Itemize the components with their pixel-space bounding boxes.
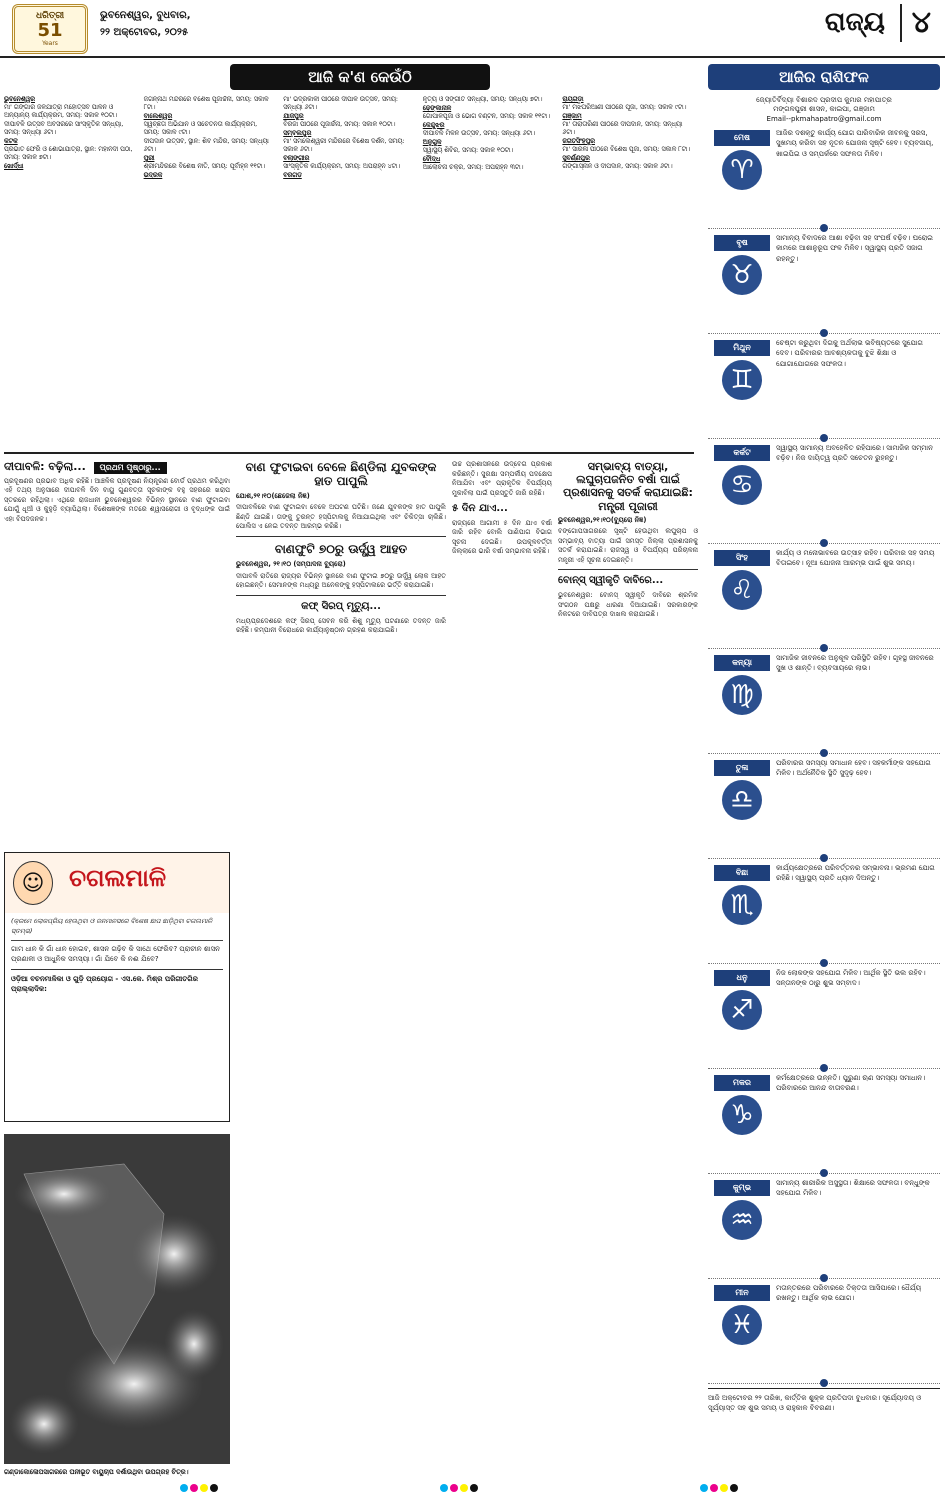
rashi-entry xyxy=(708,859,940,964)
event-item: ପ୍ରଭାତ ଫେରି ଓ ଶୋଭାଯାତ୍ରା, ସ୍ଥାନ: ମହାନଦୀ ପଠା, ସମୟ: ସକାଳ ୭ଟା। xyxy=(4,146,133,162)
event-item: ଗୋପାଳପୂଜା ଓ ଭୋଗ ବଣ୍ଟନ, ସମୟ: ସକାଳ ୧୧ଟା। xyxy=(422,113,550,121)
article-2c-headline: କଫ୍ ସିରପ୍ ମୃତ୍ୟୁ... xyxy=(301,601,381,612)
rashi-text: ସ୍ୱାସ୍ଥ୍ୟ ସାମାନ୍ୟ ଅବହେଳିତ ରହିପାରେ। ସାମାଜିକ ସମ୍ମାନ ବଢ଼ିବ। ନିଜ ଦାୟିତ୍ୱ ପ୍ରତି ସଚେତନ ରୁହନ୍ତୁ। xyxy=(776,444,933,463)
event-item: ଦୀପାବଳି ମିଳନ ଉତ୍ସବ, ସମୟ: ସନ୍ଧ୍ୟା ୬ଟା। xyxy=(422,130,536,138)
zodiac-icon: ♈ xyxy=(722,150,762,190)
zodiac-icon: ♌ xyxy=(722,570,762,610)
rashi-text: ସାମାନ୍ୟ ବିବାଦରେ ଆଶା ବଢ଼ିବା ସହ ସଂଘର୍ଷ ବଢ଼ିବ। ଘରୋଇ କାମରେ ଆଶାନୁରୂପ ଫଳ ମିଳିବ। ସ୍ୱାସ୍ଥ୍ୟ ପ୍ରତି ସଜାଗ ରହନ୍ତୁ। xyxy=(776,234,933,263)
rashi-entry xyxy=(708,1279,940,1384)
zodiac-icon: ♑ xyxy=(722,1095,762,1135)
rashi-name: ମିଥୁନ xyxy=(714,340,770,356)
zodiac-icon: ♍ xyxy=(722,675,762,715)
event-district: ଖୋର୍ଦ୍ଧା xyxy=(4,163,24,171)
article-3-body: ଉଚ୍ଚ ପ୍ରଶାସନରେ ଉଦ୍‌ବେଗ ପ୍ରକାଶ କରିଛନ୍ତି। ସୁରକ୍ଷା ସମ୍ପର୍କୀୟ ପଦକ୍ଷେପ ନିଆଯିବା ଏବଂ ପ୍ରାକୃତିକ ବିପର୍ଯ୍ୟୟ ମୁକାବିଲା ପାଇଁ ପ୍ରସ୍ତୁତି ଜାରି ରହିଛି। xyxy=(452,460,552,497)
event-item: ସ୍ୱଚ୍ଛତା ଅଭିଯାନ ଓ ସଚେତନତା କାର୍ଯ୍ୟକ୍ରମ, ସମୟ: ସକାଳ ୯ଟା। xyxy=(143,121,258,137)
rashi-text: ନିଜ ଲୋକଙ୍କ ସହଯୋଗ ମିଳିବ। ଆର୍ଥିକ ସ୍ଥିତି ଭଲ ରହିବ। ସନ୍ତାନଙ୍କ ଠାରୁ ଶୁଭ ସମ୍ବାଦ। xyxy=(776,969,926,988)
rashi-entry xyxy=(708,754,940,859)
event-district: କଟକ xyxy=(4,138,18,146)
chagalamali-box xyxy=(4,852,230,1122)
rashi-text: ପରିବାରର ସମସ୍ୟା ସମାଧାନ ହେବ। ସହକର୍ମୀଙ୍କ ସହଯୋଗ ମିଳିବ। ଅର୍ଥନୈତିକ ସ୍ଥିତି ସୁଦୃଢ଼ ହେବ। xyxy=(776,759,931,778)
event-item: ଜଗନ୍ନାଥ ମନ୍ଦିରରେ ବିଶେଷ ପୂଜାର୍ଚ୍ଚନା, ସମୟ: ସକାଳ ୮ଟା। xyxy=(143,96,269,112)
registration-marks-right xyxy=(700,1484,740,1494)
article-3b-headline: ୫ ଦିନ ଯାଏ... xyxy=(452,503,508,515)
article-4b-headline: ବୋନ୍ସ୍ ସ୍ୱୀକୃତି ଦାବିରେ... xyxy=(558,575,664,587)
logo-name: ଧରିତ୍ରୀ xyxy=(35,11,65,21)
rashi-name: ତୁଳା xyxy=(714,760,770,776)
logo-sub: Years xyxy=(42,40,58,48)
event-item: ଦୀପାବଳି ଉତ୍ସବ ଅବସରରେ ସାଂସ୍କୃତିକ ସନ୍ଧ୍ୟା, ସମୟ: ସନ୍ଧ୍ୟା ୬ଟା। xyxy=(4,121,124,137)
registration-marks-center xyxy=(440,1484,480,1494)
rashi-list xyxy=(708,124,940,1384)
event-district: ପୁରୀ xyxy=(143,155,155,163)
article-col-3 xyxy=(452,460,552,1480)
event-district: ଯାଜପୁର xyxy=(283,113,304,121)
event-district: ବରଗଡ଼ xyxy=(283,172,302,180)
rashi-entry xyxy=(708,229,940,334)
dateline xyxy=(100,10,191,43)
article-4-headline: ସମ୍ଭାବ୍ୟ ବାତ୍ୟା, ଲଘୁଚାପଜନିତ ବର୍ଷା ପାଇଁ ପ୍ରଶାସନକୁ ସତର୍କ କରାଯାଇଛି: ମନ୍ତ୍ରୀ ପୂଜାରୀ xyxy=(563,460,693,513)
divider-dot xyxy=(820,1379,828,1387)
author-line: ଜ୍ୟୋତିର୍ବିଦ୍ୟା ବିଶାରଦ ପ୍ରଦୀପ କୁମାର ମହାପାତ୍ର xyxy=(756,96,892,104)
rashi-text: ସାମାନ୍ୟ ଶାରୀରିକ ଅସୁସ୍ଥତା। ଶିକ୍ଷାରେ ସଫଳତା। ବନ୍ଧୁଙ୍କ ସହଯୋଗ ମିଳିବ। xyxy=(776,1179,930,1198)
event-item: ସାଂସ୍କୃତିକ କାର୍ଯ୍ୟକ୍ରମ, ସମୟ: ଅପରାହ୍ନ ୪ଟା। xyxy=(283,163,401,171)
satellite-image xyxy=(4,1134,230,1464)
zodiac-icon: ♒ xyxy=(722,1200,762,1240)
rashi-entry xyxy=(708,124,940,229)
rashifal-author xyxy=(708,96,940,124)
rashi-entry xyxy=(708,964,940,1069)
events-title: ଆଜି କ'ଣ କେଉଁଠି xyxy=(230,64,490,90)
chagalamali-text: ଗାମ ଧାନ କି ଗାଁ ଧାନ ହୋଇବ, ଶାସନ ଗଢ଼ିବ କି ସାଥେ ଫେରିବ? ପ୍ରାଚୀନ ଶାସନ ପ୍ରଣାଳୀ ଓ ଆଧୁନିକ ସମସ୍ୟା। ଗାଁ ଯିବେ କି ନଈ ଯିବେ? xyxy=(11,944,220,963)
event-item: ନୃତ୍ୟ ଓ ସଙ୍ଗୀତ ସନ୍ଧ୍ୟା, ସମୟ: ସନ୍ଧ୍ୟା ୭ଟା। xyxy=(422,96,543,103)
satellite-caption: ଗଣ୍ଡାକୋଳୋପସାଗରରେ ଘନୀଭୂତ ବାୟୁଚାପ ଦର୍ଶାଉଥିବା ଉପଗ୍ରହ ଚିତ୍ର। xyxy=(4,1468,189,1476)
event-item: ମା' ସାରଳା ପୀଠରେ ବିଶେଷ ପୂଜା, ସମୟ: ସକାଳ ୮ଟା। xyxy=(562,146,691,154)
satellite-cloud-map xyxy=(4,1134,230,1464)
rashi-text: ଆଜିର ଦଶକ୍ତୁ କାର୍ଯ୍ୟ ଯୋଗ ପାରିବାରିକ ଜୀବନକୁ ସରସ, ସୁଖମୟ କରିବା ସହ ନୂତନ ଯୋଜନା ସୃଷ୍ଟି ହେବ। ବ୍ୟବସାୟ, ଖାଇପିଇ ଓ ସମ୍ପର୍କରେ ସଫଳତା ମିଳିବ। xyxy=(776,129,934,158)
event-item: ମା' ଭଦ୍ରକାଳୀ ପୀଠରେ ଦୀପାଳି ଉତ୍ସବ, ସମୟ: ସନ୍ଧ୍ୟା ୬ଟା। xyxy=(283,96,399,112)
article-4-body: ବଙ୍ଗୋପସାଗରରେ ସୃଷ୍ଟି ହେଉଥିବା ଲଘୁଚାପ ଓ ସମ୍ଭାବ୍ୟ ବାତ୍ୟା ପାଇଁ ସମସ୍ତ ଜିଲ୍ଲା ପ୍ରଶାସନକୁ ସତର୍କ କରାଯାଇଛି। ରାଜସ୍ୱ ଓ ବିପର୍ଯ୍ୟୟ ପରିଚାଳନା ମନ୍ତ୍ରୀ ଏହି ସୂଚନା ଦେଇଛନ୍ତି। xyxy=(558,527,698,564)
event-item: ମା' ମଝିଘରିଆଣୀ ପୀଠରେ ପୂଜା, ସମୟ: ସକାଳ ୯ଟା। xyxy=(562,104,687,112)
article-2b-headline: ବାଣଫୁଟି ୭୦ରୁ ଊର୍ଦ୍ଧ୍ୱ ଆହତ xyxy=(274,541,408,556)
rashi-text: କାର୍ଯ୍ୟ ଓ ମନୋଭାବରେ ଉତ୍ସାହ ରହିବ। ପରିବାର ସହ ସମୟ ବିତାଇବେ। ନୂଆ ଯୋଜନା ଆରମ୍ଭ ପାଇଁ ଶୁଭ ସମୟ। xyxy=(776,549,935,568)
rashifal-title: ଆଜିର ରାଶିଫଳ xyxy=(708,64,940,90)
event-district: କେନ୍ଦୁଝର xyxy=(422,122,445,130)
event-item: ସ୍ୱାସ୍ଥ୍ୟ ଶିବିର, ସମୟ: ସକାଳ ୧୦ଟା। xyxy=(422,147,514,155)
article-2-byline: ଯୋଶ,୨୧।୧୦(ଛେଜେଲା ନିଜ୍ଞ) xyxy=(236,491,310,500)
article-col-2 xyxy=(236,460,446,1480)
newspaper-logo xyxy=(12,4,88,54)
zodiac-icon: ♏ xyxy=(722,885,762,925)
zodiac-icon: ♉ xyxy=(722,255,762,295)
event-district: ଜଗତସିଂହପୁର xyxy=(562,138,595,146)
event-item: ଶ୍ରୀମନ୍ଦିରରେ ବିଶେଷ ନୀତି, ସମୟ: ପୂର୍ବାହ୍ନ ୧୧ଟା। xyxy=(143,163,266,171)
registration-marks-left xyxy=(180,1484,220,1494)
rashi-entry xyxy=(708,439,940,544)
place-day: ଭୁବନେଶ୍ୱର, ବୁଧବାର, xyxy=(100,10,191,21)
rashi-text: ଚେଷ୍ଟା କରୁଥିବା ଦିଗକୁ ଅର୍ଥଲାଭ ଭବିଷ୍ୟତରେ ସୁଯୋଗ ଦେବ। ପରିବାରର ଆବଶ୍ୟକତାକୁ ବୁଝି ଶିକ୍ଷା ଓ ଯୋଗାଯୋଗରେ ସଫଳତା। xyxy=(776,339,923,368)
rashi-text: କର୍ମକ୍ଷେତ୍ରରେ ଉନ୍ନତି। ପୁରୁଣା ଋଣ ସମସ୍ୟା ସମାଧାନ। ପରିବାରରେ ଆନନ୍ଦ ବାତାବରଣ। xyxy=(776,1074,926,1093)
event-item: ମା' ସମଲେଶ୍ୱରୀ ମନ୍ଦିରରେ ବିଶେଷ ଦର୍ଶନ, ସମୟ: ସକାଳ ୬ଟା। xyxy=(283,138,405,154)
rashi-name: କର୍କଟ xyxy=(714,445,770,461)
chagalamali-credit: ଓଡ଼ିଆ ବଚନମାଳିକା ଓ ଗୁଡ଼ି ପ୍ରୟୋଗ - ଏସ.କେ. ମିଶ୍ର ପରିଗୀତଗିର ପ୍ରାଲ୍ଲାଦିକ: xyxy=(11,974,198,993)
rashi-name: ବୃଷ xyxy=(714,235,770,251)
article-1-headline xyxy=(4,460,230,474)
event-district: ସମ୍ବଲପୁର xyxy=(283,130,312,138)
rashi-name: ମକର xyxy=(714,1075,770,1091)
article-1-head-text: ଦୀପାବଳି: ବଢ଼ିଲା... xyxy=(4,460,86,473)
rashi-entry xyxy=(708,1069,940,1174)
rashi-name: ବିଛା xyxy=(714,865,770,881)
event-district: ବାଲେଶ୍ୱର xyxy=(143,113,173,121)
rashi-name: ସିଂହ xyxy=(714,550,770,566)
article-2b-body: ଦୀପାବଳି ରାତିରେ ରାଜ୍ୟର ବିଭିନ୍ନ ସ୍ଥାନରେ ବାଣ ଫୁଟାଇ ୭୦ରୁ ଊର୍ଦ୍ଧ୍ୱ ଲୋକ ଆହତ ହୋଇଛନ୍ତି। ସେମାନଙ୍କ ମଧ୍ୟରୁ ଅନେକଙ୍କୁ ହସ୍ପିଟାଲରେ ଭର୍ତ୍ତି କରାଯାଇଛି। xyxy=(236,571,446,590)
page-number: ୪ xyxy=(900,4,931,42)
cartoon-face-icon: ☺ xyxy=(13,861,53,905)
event-district: ଢେଙ୍କାନାଳ xyxy=(422,105,452,113)
event-district: ସୁବର୍ଣ୍ଣପୁର xyxy=(562,155,590,163)
article-col-4 xyxy=(558,460,698,1480)
event-item: ଦୀପଦାନ ଉତ୍ସବ, ସ୍ଥାନ: ଶିବ ମନ୍ଦିର, ସମୟ: ସନ୍ଧ୍ୟା ୬ଟା। xyxy=(143,138,269,154)
article-3b-body: ରାଜ୍ୟରେ ଆଗାମୀ ୫ ଦିନ ଯାଏ ବର୍ଷା ଜାରି ରହିବ ବୋଲି ପାଣିପାଗ ବିଭାଗ ସୂଚନା ଦେଇଛି। ଉପକୂଳବର୍ତ୍ତୀ ଜିଲ୍ଲାରେ ଭାରି ବର୍ଷା ସମ୍ଭାବନା ରହିଛି। xyxy=(452,518,552,556)
zodiac-icon: ♓ xyxy=(722,1305,762,1345)
event-district: ଭୁବନେଶ୍ୱର xyxy=(4,96,35,103)
section-title: ରାଜ୍ୟ xyxy=(824,7,885,37)
author-email: Email--pkmahapatro@gmail.com xyxy=(766,114,882,123)
zodiac-icon: ♎ xyxy=(722,780,762,820)
logo-number: 51 xyxy=(37,20,63,42)
article-2-headline: ବାଣ ଫୁଟାଇବା ବେଳେ ଛିଣ୍ଡିଲା ଯୁବକଙ୍କ ହାତ ପାପୁଲି xyxy=(245,460,437,489)
rashi-name: କନ୍ୟା xyxy=(714,655,770,671)
event-district: ଭଦ୍ରକ xyxy=(143,172,163,180)
events-listing xyxy=(4,96,694,454)
masthead xyxy=(0,0,945,58)
chagalamali-header xyxy=(5,853,229,913)
event-district: ଗଞ୍ଜାମ xyxy=(562,113,582,121)
author-address: ମଙ୍ଗଳପୁରୀ ଶାସନ, କାଇପା, ଗଞ୍ଜାମ xyxy=(773,105,875,114)
article-2-body: ଦୀପାବଳିରେ ବାଣ ଫୁଟାଇବା ବେଳେ ଅଘଟଣ ଘଟିଛି। ଜଣେ ଯୁବକଙ୍କ ହାତ ପାପୁଲି ଛିଣ୍ଡି ଯାଇଛି। ତାଙ୍କୁ ତୁରନ୍ତ ହସ୍ପିଟାଲକୁ ନିଆଯାଇଥିଲା ଏବଂ ଚିକିତ୍ସା ଚାଲିଛି। ପୋଲିସ ଏ ନେଇ ତଦନ୍ତ ଆରମ୍ଭ କରିଛି। xyxy=(236,503,446,531)
rashi-entry xyxy=(708,544,940,649)
event-item: ବିରଜା ପୀଠରେ ପୂଜାର୍ଚ୍ଚନା, ସମୟ: ସକାଳ ୧୦ଟା। xyxy=(283,121,396,129)
rashi-name: ମେଷ xyxy=(714,130,770,146)
event-district: ବଲାଙ୍ଗୀର xyxy=(283,155,310,163)
event-district: ରାୟଗଡ଼ା xyxy=(562,96,584,103)
event-district: ବୌଦ୍ଧ xyxy=(422,156,441,164)
zodiac-icon: ♐ xyxy=(722,990,762,1030)
rashi-entry xyxy=(708,649,940,754)
zodiac-icon: ♊ xyxy=(722,360,762,400)
event-item: ଗଙ୍ଗାସ୍ନାନ ଓ ଦୀପଦାନ, ସମୟ: ସକାଳ ୬ଟା। xyxy=(562,163,673,171)
panjika: ଆଜି ଅକ୍ଟୋବର ୨୨ ତାରିଖ, କାର୍ତ୍ତିକ ଶୁକ୍ଳ ପ୍ରତିପଦା ବୁଧବାର। ସୂର୍ଯ୍ୟୋଦୟ ଓ ସୂର୍ଯ୍ୟାସ୍ତ ସହ ଶୁଭ ସମୟ ଓ ରାହୁକାଳ ବିବରଣୀ। xyxy=(708,1388,940,1413)
article-col-1 xyxy=(4,460,230,848)
rashi-text: ମତାନ୍ତରରେ ପରିବାରରେ ତିକ୍ତତା ଆସିପାରେ। ଧୈର୍ଯ୍ୟ ରଖନ୍ତୁ। ଆର୍ଥିକ ଲାଭ ଯୋଗ। xyxy=(776,1284,922,1303)
date: ୨୨ ଅକ୍ଟୋବର, ୨୦୨୫ xyxy=(100,26,189,38)
rashi-name: କୁମ୍ଭ xyxy=(714,1180,770,1196)
event-item: ମା' ତାରାତାରିଣୀ ପୀଠରେ ଦୀପଦାନ, ସମୟ: ସନ୍ଧ୍ୟା ୬ଟା। xyxy=(562,121,683,137)
article-2b-byline: ଭୁବନେଶ୍ୱର, ୨୧।୧୦ (ସମ୍ପାଦନା ବ୍ୟୁରୋ) xyxy=(236,560,346,569)
article-2c-body: ମଧ୍ୟପ୍ରଦେଶରେ କଫ୍ ସିରପ୍ ସେବନ କରି ଶିଶୁ ମୃତ୍ୟୁ ଘଟଣାରେ ତଦନ୍ତ ଜାରି ରହିଛି। କମ୍ପାନୀ ବିରୋଧରେ କାର୍ଯ୍ୟାନୁଷ୍ଠାନ ଗ୍ରହଣ କରାଯାଇଛି। xyxy=(236,616,446,635)
rashi-name: ଧନୁ xyxy=(714,970,770,986)
rashi-name: ମୀନ xyxy=(714,1285,770,1301)
event-item: ଆଲୋଚନା ଚକ୍ର, ସମୟ: ଅପରାହ୍ନ ୩ଟା। xyxy=(422,164,524,172)
rashi-text: ସାମାଜିକ ଜୀବନରେ ଅନୁକୂଳ ପରିସ୍ଥିତି ରହିବ। ଗୃହସ୍ଥ ଜୀବନରେ ସୁଖ ଓ ଶାନ୍ତି। ବ୍ୟବସାୟରେ ଲାଭ। xyxy=(776,654,934,673)
rashifal-column xyxy=(708,64,940,1484)
rashi-entry xyxy=(708,1174,940,1279)
event-district: ଅନୁଗୁଳ xyxy=(422,139,442,147)
event-item: ମା' ଗଙ୍ଗାର ଜଳଯାତ୍ରା ମହୋତ୍ସବ ପାଳନ ଓ ଅନ୍ୟାନ୍ୟ କାର୍ଯ୍ୟକ୍ରମ, ସମୟ: ସକାଳ ୧୦ଟା। xyxy=(4,104,118,120)
rashi-entry xyxy=(708,334,940,439)
chagalamali-note: (କ୍ରମେ ଲୋକପ୍ରିୟ ହେଉଥିବା ଓ ଜନମାନସରେ ବିଶେଷ ଛାପ ଛାଡ଼ିଥିବା ଚଗଲମାଳି ସ୍ତମ୍ଭ) xyxy=(11,917,223,941)
article-4-byline: ଭୁବନେଶ୍ୱର,୨୧।୧୦(ବ୍ୟୁରୋ ନିଜ୍ଞ) xyxy=(558,515,647,524)
chagalamali-body xyxy=(5,913,229,999)
continued-tag: ପ୍ରଥମ ପୃଷ୍ଠାରୁ... xyxy=(94,462,167,474)
rashi-text: କାର୍ଯ୍ୟକ୍ଷେତ୍ରରେ ପରିବର୍ତ୍ତନର ସମ୍ଭାବନା। ଭ୍ରମଣ ଯୋଗ ରହିଛି। ସ୍ୱାସ୍ଥ୍ୟ ପ୍ରତି ଧ୍ୟାନ ଦିଅନ୍ତୁ। xyxy=(776,864,935,883)
chagalamali-title: ଚଗଲମାଳି xyxy=(69,864,167,892)
article-4b-body: ଭୁବନେଶ୍ୱର: ବୋନସ୍ ସ୍ୱୀକୃତି ଦାବିରେ ଶ୍ରମିକ ସଂଗଠନ ପକ୍ଷରୁ ଧାରଣା ଦିଆଯାଇଛି। ସରକାରଙ୍କ ନିକଟରେ ଦାବିପତ୍ର ଦାଖଲ କରାଯାଇଛି। xyxy=(558,590,698,619)
article-1-body: ପ୍ରଦୂଷଣର ପ୍ରଭାବ ଅଧିକ ରହିଛି। ଆଞ୍ଚଳିକ ପ୍ରଦୂଷଣ ନିୟନ୍ତ୍ରଣ ବୋର୍ଡ ପ୍ରଥମ କରିଥିବା ଏହି ତଥ୍ୟ ଅନୁସାରେ ଦୀପାବଳି ଦିନ ବାୟୁ ଗୁଣବତ୍ତା ସୂଚକାଙ୍କ ବହୁ ସହରରେ ଖରାପ ସ୍ତରରେ ରହିଥିଲା। ଏଥିରେ ରାଜଧାନୀ ଭୁବନେଶ୍ୱରର ବିଭିନ୍ନ ସ୍ଥାନରେ ବାଣ ଫୁଟାଇବା ଯୋଗୁଁ ଧୂଆଁ ଓ କୁହୁଡ଼ି ବ୍ୟାପିଥିଲା। ବିଶେଷଜ୍ଞଙ୍କ ମତରେ ଶ୍ୱାସରୋଗୀ ଓ ବୃଦ୍ଧଙ୍କ ପାଇଁ ଏହା ବିପଦଜନକ। xyxy=(4,476,230,523)
zodiac-icon: ♋ xyxy=(722,465,762,505)
